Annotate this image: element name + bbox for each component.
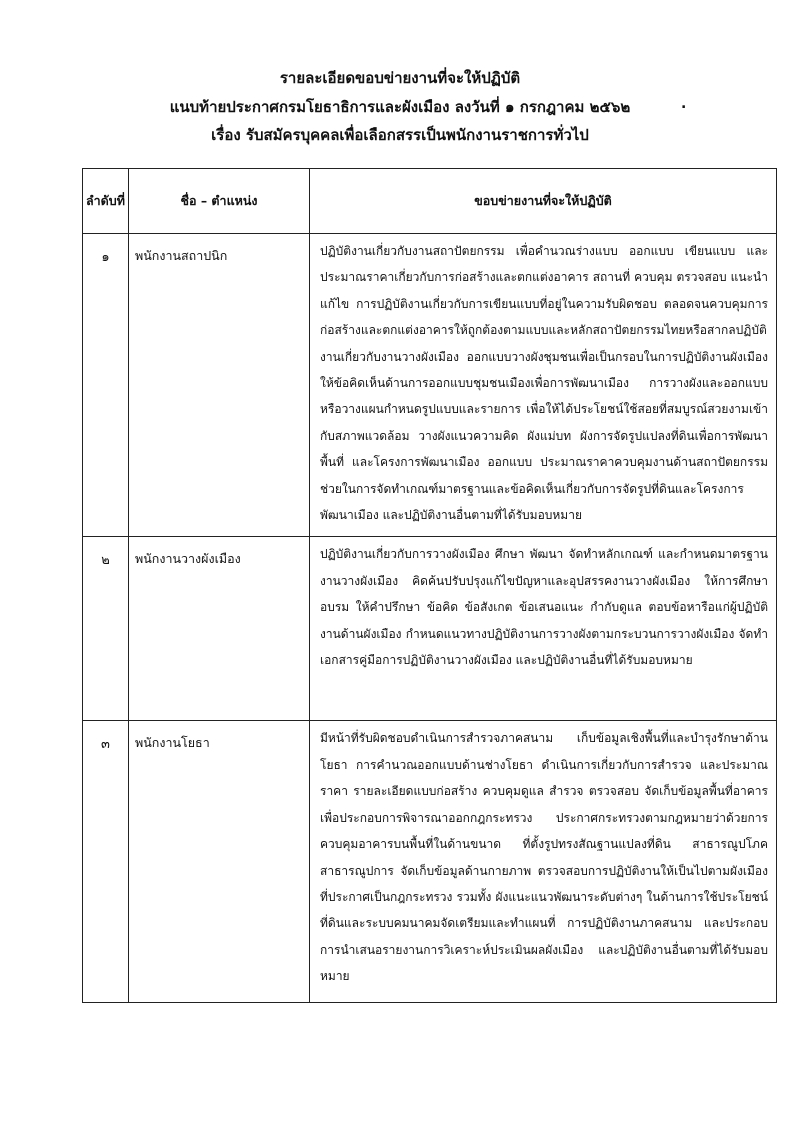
- document-title: รายละเอียดขอบข่ายงานที่จะให้ปฏิบัติ: [279, 69, 521, 87]
- duty-description: มีหน้าที่รับผิดชอบดำเนินการสำรวจภาคสนาม เก็บข้อมูลเชิงพื้นที่และบำรุงรักษาด้านโยธา การคำนวณออกแบบด้านช่างโยธา ดำเนินการเกี่ยวกับการสำรวจ และประมาณราคา รายละเอียดแบบก่อสร้าง ควบคุมดูแล สำรวจ ตรวจสอบ จัดเก็บข้อมูลพื้นที่อาคารเพื่อประกอบการพิจารณาออกกฎกระทรวง ประกาศกระทรวงตามกฎหมายว่าด้วยการควบคุมอาคารบนพื้นที่ในด้านขนาด ที่ตั้งรูปทรงสัณฐานแปลงที่ดิน สาธารณูปโภค สาธารณูปการ จัดเก็บข้อมูลด้านกายภาพ ตรวจสอบการปฏิบัติงานให้เป็นไปตามผังเมือง ที่ประกาศเป็นกฎกระทรวง รวมทั้ง ผังแนะแนวพัฒนาระดับต่างๆ ในด้านการใช้ประโยชน์ที่ดินและระบบคมนาคมจัดเตรียมและทำแผนที่ การปฏิบัติงานภาคสนาม และประกอบการนำเสนอรายงานการวิเคราะห์ประเมินผลผังเมือง และปฏิบัติงานอื่นตามที่ได้รับมอบหมาย: [310, 721, 777, 1003]
- document-subject: เรื่อง รับสมัครบุคคลเพื่อเลือกสรรเป็นพนักงานราชการทั่วไป: [211, 126, 589, 144]
- duty-description: ปฏิบัติงานเกี่ยวกับการวางผังเมือง ศึกษา พัฒนา จัดทำหลักเกณฑ์ และกำหนดมาตรฐานงานวางผังเมือง คิดค้นปรับปรุงแก้ไขปัญหาและอุปสรรคงานวางผังเมือง ให้การศึกษาอบรม ให้คำปรึกษา ข้อคิด ข้อสังเกต ข้อเสนอแนะ กำกับดูแล ตอบข้อหารือแก่ผู้ปฏิบัติงานด้านผังเมือง กำหนดแนวทางปฏิบัติงานการวางผังตามกระบวนการวางผังเมือง จัดทำเอกสารคู่มือการปฏิบัติงานวางผังเมือง และปฏิบัติงานอื่นที่ได้รับมอบหมาย: [310, 537, 777, 721]
- duty-description: ปฏิบัติงานเกี่ยวกับงานสถาปัตยกรรม เพื่อคำนวณร่างแบบ ออกแบบ เขียนแบบ และประมาณราคาเกี่ยวกับการก่อสร้างและตกแต่งอาคาร สถานที่ ควบคุม ตรวจสอบ แนะนำ แก้ไข การปฏิบัติงานเกี่ยวกับการเขียนแบบที่อยู่ในความรับผิดชอบ ตลอดจนควบคุมการก่อสร้างและตกแต่งอาคารให้ถูกต้องตามแบบและหลักสถาปัตยกรรมไทยหรือสากลปฏิบัติงานเกี่ยวกับงานวางผังเมือง ออกแบบวางผังชุมชนเพื่อเป็นกรอบในการปฏิบัติงานผังเมือง ให้ข้อคิดเห็นด้านการออกแบบชุมชนเมืองเพื่อการพัฒนาเมือง การวางผังและออกแบบ หรือวางแผนกำหนดรูปแบบและรายการ เพื่อให้ได้ประโยชน์ใช้สอยที่สมบูรณ์สวยงามเข้ากับสภาพแวดล้อม วางผังแนวความคิด ผังแม่บท ผังการจัดรูปแปลงที่ดินเพื่อการพัฒนาพื้นที่ และโครงการพัฒนาเมือง ออกแบบ ประมาณราคาควบคุมงานด้านสถาปัตยกรรม ช่วยในการจัดทำเกณฑ์มาตรฐานและข้อคิดเห็นเกี่ยวกับการจัดรูปที่ดินและโครงการพัฒนาเมือง และปฏิบัติงานอื่นตามที่ได้รับมอบหมาย: [310, 234, 777, 537]
- column-header-duties: ขอบข่ายงานที่จะให้ปฏิบัติ: [310, 169, 777, 234]
- column-header-number: ลำดับที่: [83, 169, 129, 234]
- row-number: ๓: [83, 721, 129, 1003]
- table-row: [83, 234, 777, 537]
- position-name: พนักงานสถาปนิก: [129, 234, 310, 537]
- table-row: [83, 537, 777, 721]
- row-number: ๑: [83, 234, 129, 537]
- column-header-position: ชื่อ – ตำแหน่ง: [129, 169, 310, 234]
- table-row: [83, 721, 777, 1003]
- position-name: พนักงานโยธา: [129, 721, 310, 1003]
- document-reference: แนบท้ายประกาศกรมโยธาธิการและผังเมือง ลงวันที่ ๑ กรกฎาคม ๒๕๖๒: [169, 98, 631, 116]
- table-header-row: [83, 169, 777, 234]
- duties-table: [82, 168, 777, 1003]
- position-name: พนักงานวางผังเมือง: [129, 537, 310, 721]
- row-number: ๒: [83, 537, 129, 721]
- scan-mark: .: [681, 96, 687, 112]
